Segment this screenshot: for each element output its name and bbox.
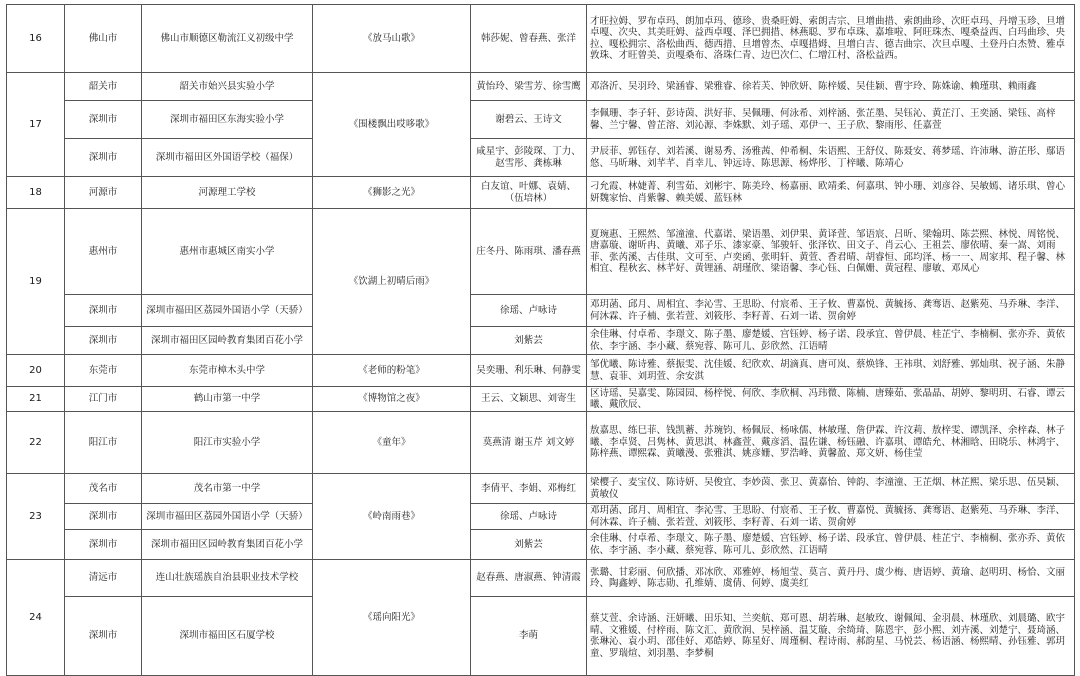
students-cell: 梁樱子、麦宝仪、陈诗妍、吴俊宜、李妙茵、张卫、黄嘉怡、钟韵、李潼潼、王芷烟、林芷熙、梁乐思、伍昊颖、黄敏仪 (587, 474, 1075, 504)
school-cell: 深圳市福田区荔园外国语小学（天骄） (142, 504, 313, 530)
students-cell: 刁允霞、林婕菁、利雪茹、刘彬宇、陈美玲、杨嘉丽、欧靖柔、何嘉琪、钟小珊、刘彦谷、吴敏嫣、诸乐琪、曾心妍魏家怡、肖紫馨、赖美媛、蓝钰林 (587, 177, 1075, 209)
city-cell: 深圳市 (65, 101, 142, 139)
school-cell: 连山壮族瑶族自治县职业技术学校 (142, 560, 313, 597)
work-title-cell: 《瑶向阳光》 (313, 560, 471, 676)
students-cell: 邓玥菡、邱月、周相宜、李沁雪、王思盼、付宸希、王子攸、曹嘉悦、黄毓扬、龚骞语、赵紫苑、马乔琳、李洋、何沐霖、许子楠、张若萱、刘筱彤、李籽菁、石刘一诺、贺俞婷 (587, 295, 1075, 327)
students-cell: 邹优曦、陈诗雅、蔡振雯、沈佳媛、纪欣欢、胡滴真、唐可岚、蔡焕锋、王祎琪、刘舒雅、郭灿琪、祝子涵、朱静慧、袁菲、刘玥萱、余安淇 (587, 355, 1075, 387)
city-cell: 深圳市 (65, 504, 142, 530)
school-cell: 韶关市始兴县实验小学 (142, 73, 313, 101)
table-row (7, 209, 1075, 295)
table-row (7, 412, 1075, 474)
award-list-table (6, 4, 1075, 676)
entry-number: 18 (7, 177, 65, 209)
city-cell: 佛山市 (65, 5, 142, 73)
school-cell: 深圳市福田区园岭教育集团百花小学 (142, 530, 313, 560)
city-cell: 清远市 (65, 560, 142, 597)
students-cell: 邓洛沂、吴羽玲、梁涵睿、梁雅睿、徐若芙、钟欣妍、陈梓媛、吴佳颖、曹宇玲、陈姝谕、赖瑾琪、赖雨鑫 (587, 73, 1075, 101)
city-cell: 深圳市 (65, 139, 142, 177)
entry-number: 24 (7, 560, 65, 676)
school-cell: 惠州市惠城区南实小学 (142, 209, 313, 295)
teacher-cell: 王云、文颖思、刘寄生 (471, 387, 587, 412)
school-cell: 深圳市福田区外国语学校（福保） (142, 139, 313, 177)
table-row (7, 139, 1075, 177)
school-cell: 佛山市顺德区勒流江义初级中学 (142, 5, 313, 73)
students-cell: 邓玥菡、邱月、周相宜、李沁雪、王思盼、付宸希、王子攸、曹嘉悦、黄毓扬、龚骞语、赵紫苑、马乔琳、李洋、何沐霖、许子楠、张若萱、刘筱彤、李籽菁、石刘一诺、贺俞婷 (587, 504, 1075, 530)
teacher-cell: 黄怡玲、梁雪芳、徐雪鹰 (471, 73, 587, 101)
work-title-cell: 《饮湖上初晴后雨》 (313, 209, 471, 355)
entry-number: 16 (7, 5, 65, 73)
school-cell: 鹤山市第一中学 (142, 387, 313, 412)
table-row (7, 530, 1075, 560)
work-title-cell: 《老师的粉笔》 (313, 355, 471, 387)
city-cell: 惠州市 (65, 209, 142, 295)
teacher-cell: 李倩平、李娟、邓梅红 (471, 474, 587, 504)
teacher-cell: 李萌 (471, 597, 587, 676)
table-body (7, 5, 1075, 676)
work-title-cell: 《博物馆之夜》 (313, 387, 471, 412)
table-row (7, 597, 1075, 676)
school-cell: 深圳市福田区东海实验小学 (142, 101, 313, 139)
teacher-cell: 韩莎妮、曾春燕、张洋 (471, 5, 587, 73)
city-cell: 深圳市 (65, 327, 142, 355)
students-cell: 蔡艾萱、余诗涵、汪妍曦、田乐知、兰奕航、郑可恩、胡若琳、赵敏玫、谢佩闻、金羽晨、林瑾欣、刘晨璐、欧宇晴、文雅媛、付梓雨、陈文汇、黄欣润、吴梓涵、温艾璇、余绮琦、陈恩宇、彭小熙、刘卉溪、刘楚宁、聂琦涵、张琳沁、袁小玥、邵佳好、邓皓婷、陈星好、周瑾桐、程诗雨、郝韵星、马悦芸、杨语涵、杨熙晴、孙钰雅、郭玥童、罗瑞煊、刘羽墨、李梦桐 (587, 597, 1075, 676)
school-cell: 东莞市樟木头中学 (142, 355, 313, 387)
teacher-cell: 刘紫芸 (471, 327, 587, 355)
teacher-cell: 徐瑶、卢咏诗 (471, 295, 587, 327)
teacher-cell: 白友谊、叶娜、袁婧、（伍培林） (471, 177, 587, 209)
work-title-cell: 《童年》 (313, 412, 471, 474)
table-row (7, 387, 1075, 412)
students-cell: 才旺拉姆、罗布卓玛、朗加卓玛、德珍、贵桑旺姆、索朗吉宗、旦增曲措、索朗曲珍、次旺卓玛、丹增玉珍、旦增卓嘎、次央、其美旺姆、益西卓嘎、泽巴拥措、林燕聪、罗布卓珠、嘉堆啦、阿旺珠杰、嘎桑益西、白玛曲珍、央拉、嘎松拥宗、洛松曲西、德西措、旦增曾杰、卓嘎措姆、旦增白吉、德吉曲宗、次旦卓嘎、土登丹白杰赞、雅卓敦珠、才旺曾美、贡嘎桑布、洛珠仁青、边巴次仁、仁增江村、洛松益西。 (587, 5, 1075, 73)
city-cell: 东莞市 (65, 355, 142, 387)
students-cell: 张璐、甘彩丽、何欣播、邓冰欣、邓雅婷、杨旭莹、莫言、黄丹丹、虞少梅、唐语婷、黄瑜、赵明玥、杨恰、文丽玲、陶鑫婷、陈志勋、孔维婧、虞倩、何婷、虞美红 (587, 560, 1075, 597)
city-cell: 深圳市 (65, 530, 142, 560)
teacher-cell: 莫燕清 谢玉芹 刘文婷 (471, 412, 587, 474)
students-cell: 敖嘉思、练巳菲、钱凯蓄、苏琬钧、杨佩辰、杨咏儒、林敏瑾、詹伊霖、许汶莉、敖梓雯、谭凯泽、余梓森、林子曦、李卓贤、吕隽林、黄思淇、林鑫萱、戴彦滔、温佐谦、杨钰融、许嘉琪、谭皓允、林湘晗、田晓乐、林鸿宇、陈梓燕、谭熙霖、黄曦漫、张雅淇、姚彦姗、罗浩峰、黄馨盈、郑文妍、杨佳莹 (587, 412, 1075, 474)
table-row (7, 474, 1075, 504)
city-cell: 阳江市 (65, 412, 142, 474)
work-title-cell: 《狮影之光》 (313, 177, 471, 209)
city-cell: 韶关市 (65, 73, 142, 101)
entry-number: 19 (7, 209, 65, 355)
table-row (7, 355, 1075, 387)
entry-number: 21 (7, 387, 65, 412)
work-title-cell: 《围楼飘出哎哆歌》 (313, 73, 471, 177)
city-cell: 深圳市 (65, 597, 142, 676)
table-row (7, 5, 1075, 73)
students-cell: 李佩珊、李子轩、彭诗茵、洪好菲、吴佩珊、何泳希、刘梓涵、张芷墨、吴钰沁、黄芷汀、王奕涵、梁钰、高梓馨、兰宁馨、曾芷溶、刘沁源、李姝默、刘子瑶、邓伊一、王子欣、黎雨彤、任嘉萱 (587, 101, 1075, 139)
teacher-cell: 吴奕珊、利乐琳、何静雯 (471, 355, 587, 387)
table-row (7, 504, 1075, 530)
entry-number: 17 (7, 73, 65, 177)
school-cell: 河源理工学校 (142, 177, 313, 209)
students-cell: 余佳琳、付卓希、李璟文、陈子墨、廖楚媛、宫钰婷、杨子诺、段承宜、曾伊晨、桂芷宁、李楠桐、张亦乔、黄依依、李宇涵、李小藏、蔡宛蓉、陈可儿、彭欣然、江语晴 (587, 530, 1075, 560)
school-cell: 阳江市实验小学 (142, 412, 313, 474)
teacher-cell: 徐瑶、卢咏诗 (471, 504, 587, 530)
city-cell: 江门市 (65, 387, 142, 412)
school-cell: 深圳市福田区石厦学校 (142, 597, 313, 676)
table-row (7, 73, 1075, 101)
teacher-cell: 刘紫芸 (471, 530, 587, 560)
table-row (7, 295, 1075, 327)
city-cell: 河源市 (65, 177, 142, 209)
city-cell: 深圳市 (65, 295, 142, 327)
table-row (7, 101, 1075, 139)
table-row (7, 327, 1075, 355)
teacher-cell: 庄冬丹、陈雨琪、潘春燕 (471, 209, 587, 295)
school-cell: 深圳市福田区荔园外国语小学（天骄） (142, 295, 313, 327)
table-row (7, 560, 1075, 597)
city-cell: 茂名市 (65, 474, 142, 504)
entry-number: 22 (7, 412, 65, 474)
entry-number: 20 (7, 355, 65, 387)
work-title-cell: 《岭南雨巷》 (313, 474, 471, 560)
school-cell: 茂名市第一中学 (142, 474, 313, 504)
school-cell: 深圳市福田区园岭教育集团百花小学 (142, 327, 313, 355)
students-cell: 尹辰菲、郭钰存、刘若溪、谢易秀、汤雅茜、仲希桐、朱语熙、王舒仪、陈聂安、蒋梦瑶、许沛琳、游芷彤、鄢语悠、马昕琳、刘芊芊、肖幸儿、钟远诗、陈思源、杨烨彤、丁梓曦、陈靖心 (587, 139, 1075, 177)
entry-number: 23 (7, 474, 65, 560)
table-row (7, 177, 1075, 209)
teacher-cell: 谢碧云、王诗文 (471, 101, 587, 139)
students-cell: 区诗瑶、吴嘉雯、陈园园、杨梓悦、何欣、李欣桐、冯玮微、陈楠、唐臻茹、张晶晶、胡婷、黎明玥、石睿、谭云曦、戴欣辰、 (587, 387, 1075, 412)
students-cell: 余佳琳、付卓希、李璟文、陈子墨、廖楚媛、宫钰婷、杨子诺、段承宜、曾伊晨、桂芷宁、李楠桐、张亦乔、黄依依、李宇涵、李小藏、蔡宛蓉、陈可儿、彭欣然、江语晴 (587, 327, 1075, 355)
teacher-cell: 咸星宇、彭陵琛、丁力、赵雪彤、龚栋琳 (471, 139, 587, 177)
work-title-cell: 《放马山歌》 (313, 5, 471, 73)
teacher-cell: 赵春燕、唐淑燕、钟清霞 (471, 560, 587, 597)
students-cell: 夏琬惠、王熙然、邹潼潼、代嘉诺、梁语墨、刘伊果、黄译萱、邹语宸、吕昕、梁翰玥、陈芸熙、林悦、周铭悦、唐嘉璇、谢昕冉、黄曦、邓子乐、漆家豪、邹骏轩、张泽钦、田文子、肖云心、王祖芸、廖依晴、秦一嵩、刘雨菲、张芮溪、古佳琪、文可至、卢奕函、张明轩、黄萱、香君晴、胡睿恒、邱均泽、杨一一、周家邦、程子馨、林相宜、程秋玄、林芊好、黄锂涵、胡瑾欣、梁语馨、李心钰、白佩姗、黄冠程、廖敏、邓凤心 (587, 209, 1075, 295)
